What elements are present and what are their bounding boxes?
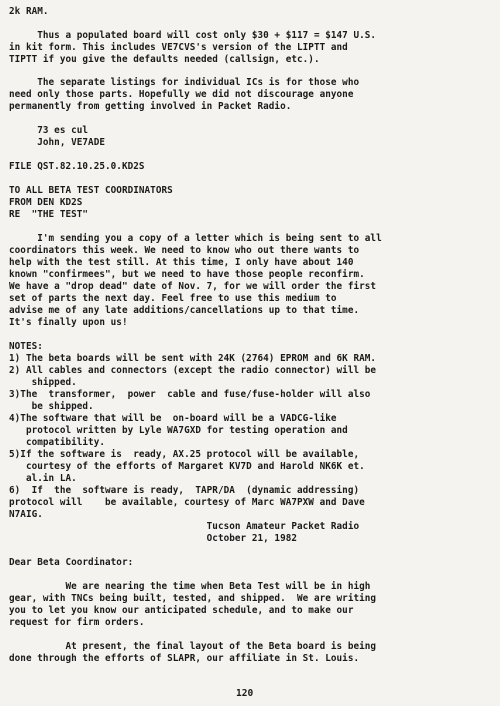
- text-line: John, VE7ADE: [9, 137, 106, 148]
- note-line: courtesy of the efforts of Margaret KV7D and Harold NK6K et.: [9, 461, 365, 472]
- text-line: RE "THE TEST": [9, 209, 89, 220]
- note-line: 1) The beta boards will be sent with 24K (2764) EPROM and 6K RAM.: [9, 353, 377, 364]
- text-line: We have a "drop dead" date of Nov. 7, for we will order the first: [9, 281, 377, 292]
- note-line: 6) If the software is ready, TAPR/DA (dynamic addressing): [9, 485, 360, 496]
- note-line: 4)The software that will be on-board will be a VADCG-like: [9, 413, 337, 424]
- text-line: you to let you know our anticipated schedule, and to make our: [9, 605, 354, 616]
- text-line: permanently from getting involved in Packet Radio.: [9, 101, 292, 112]
- text-line: 2k RAM.: [9, 6, 49, 17]
- text-line: It's finally upon us!: [9, 317, 128, 328]
- text-line: 73 es cul: [9, 125, 89, 136]
- text-line: done through the efforts of SLAPR, our affiliate in St. Louis.: [9, 653, 360, 664]
- text-line: request for firm orders.: [9, 617, 145, 628]
- note-line: protocol written by Lyle WA7GXD for testing operation and: [9, 425, 348, 436]
- page-number: 120: [236, 688, 254, 699]
- text-line: FROM DEN KD2S: [9, 197, 83, 208]
- text-line: coordinators this week. We need to know who out there wants to: [9, 245, 360, 256]
- text-line: TO ALL BETA TEST COORDINATORS: [9, 185, 173, 196]
- text-line: I'm sending you a copy of a letter which is being sent to all: [9, 233, 382, 244]
- text-line: The separate listings for individual ICs is for those who: [9, 77, 360, 88]
- text-line: We are nearing the time when Beta Test will be in high: [9, 581, 371, 592]
- note-line: al.in LA.: [9, 473, 77, 484]
- note-line: be shipped.: [9, 401, 94, 412]
- notes-heading: NOTES:: [9, 341, 43, 352]
- text-line: in kit form. This includes VE7CVS's version of the LIPTT and: [9, 42, 348, 53]
- note-line: compatibility.: [9, 437, 106, 448]
- note-line: 2) All cables and connectors (except the radio connector) will be: [9, 365, 377, 376]
- text-line: need only those parts. Hopefully we did not discourage anyone: [9, 89, 354, 100]
- note-line: protocol will be available, courtesy of Marc WA7PXW and Dave: [9, 497, 365, 508]
- note-line: 5)If the software is ready, AX.25 protocol will be available,: [9, 449, 360, 460]
- text-line: At present, the final layout of the Beta board is being: [9, 641, 377, 652]
- salutation: Dear Beta Coordinator:: [9, 557, 134, 568]
- text-line: advise me of any late additions/cancellations up to that time.: [9, 305, 360, 316]
- text-line: TIPTT if you give the defaults needed (callsign, etc.).: [9, 54, 320, 65]
- note-line: 3)The transformer, power cable and fuse/fuse-holder will also: [9, 389, 371, 400]
- text-line: help with the test still. At this time, I only have about 140: [9, 257, 354, 268]
- text-line: Thus a populated board will cost only $30 + $117 = $147 U.S.: [9, 30, 377, 41]
- file-header: FILE QST.82.10.25.0.KD2S: [9, 161, 145, 172]
- text-line: gear, with TNCs being built, tested, and shipped. We are writing: [9, 593, 377, 604]
- text-line: set of parts the next day. Feel free to use this medium to: [9, 293, 337, 304]
- text-line: known "confirmees", but we need to have those people reconfirm.: [9, 269, 365, 280]
- signature-org: Tucson Amateur Packet Radio: [9, 521, 360, 532]
- note-line: shipped.: [9, 377, 77, 388]
- note-line: N7AIG.: [9, 509, 43, 520]
- signature-date: October 21, 1982: [9, 533, 298, 544]
